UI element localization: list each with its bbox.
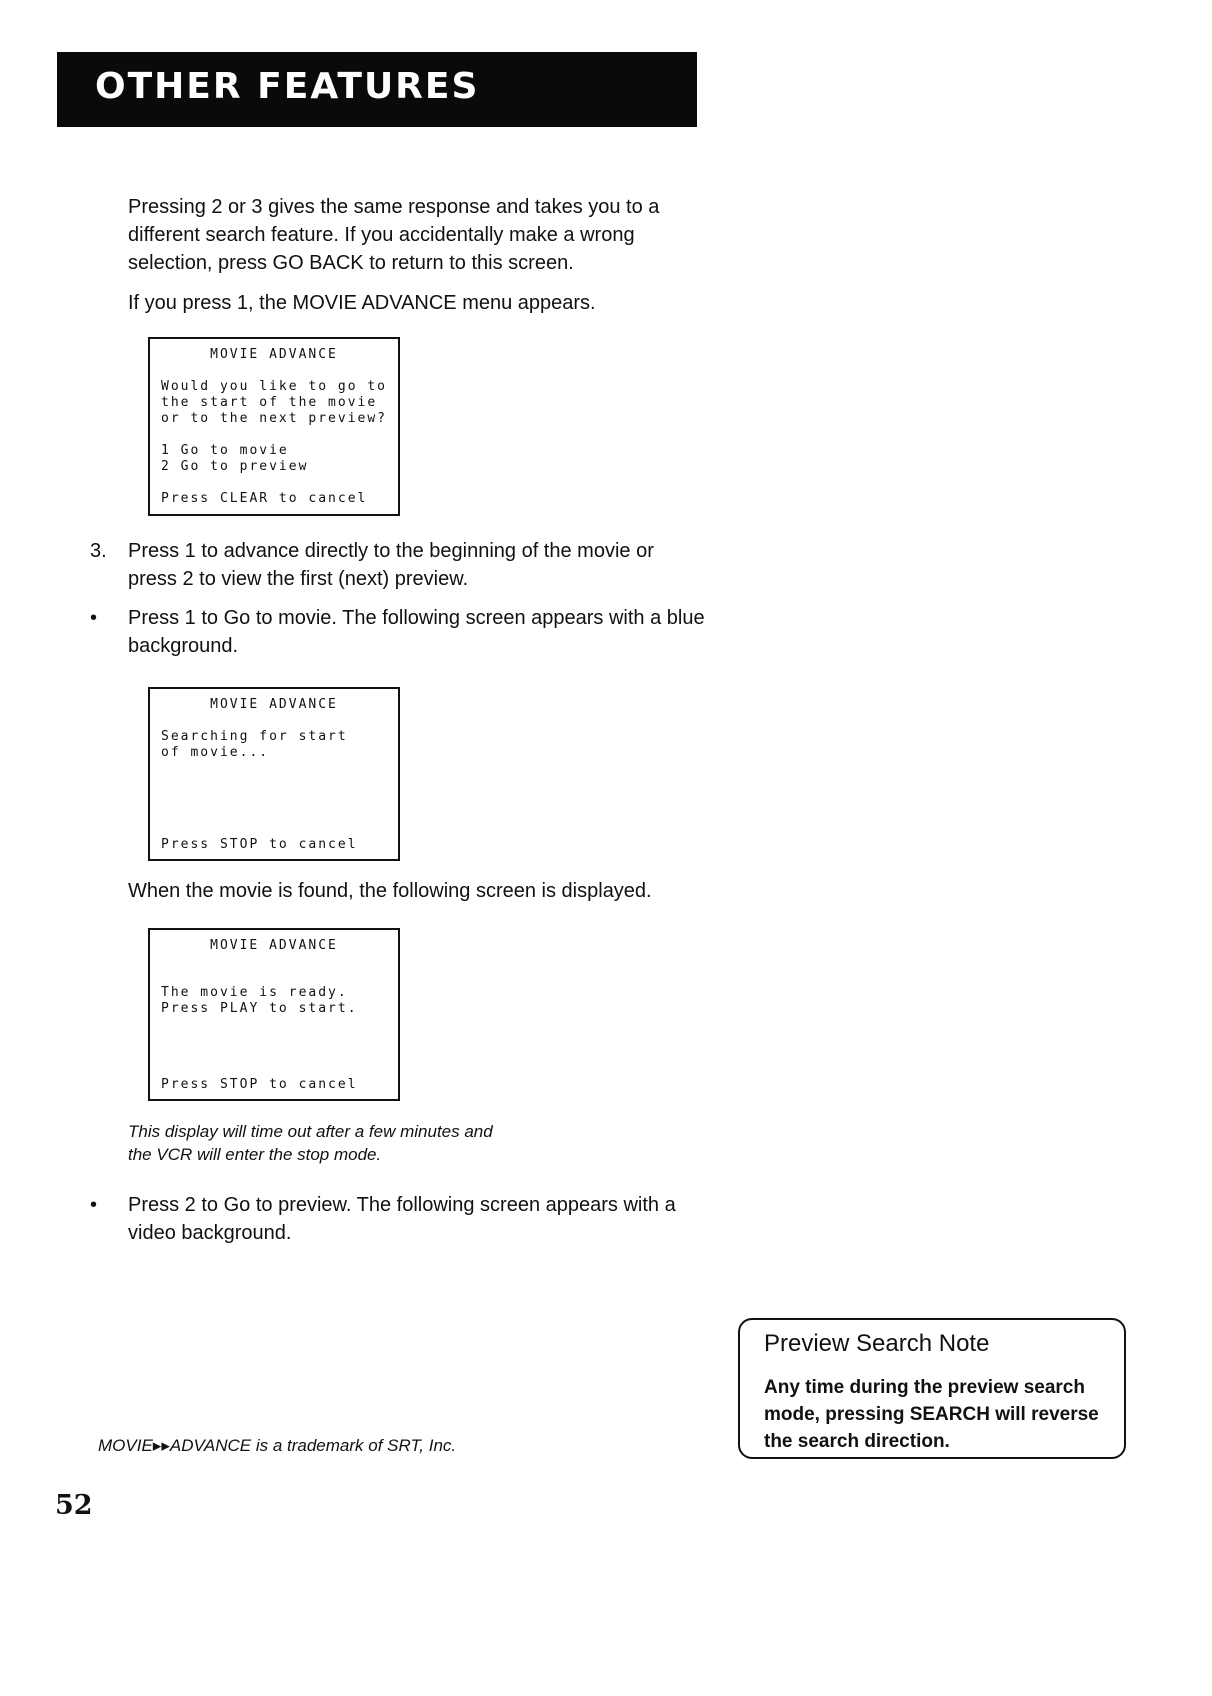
section-title: OTHER FEATURES (95, 66, 480, 107)
screen-text-line: of movie... (161, 745, 270, 760)
movie-advance-menu-screen (148, 337, 400, 516)
screen-title: MOVIE ADVANCE (210, 347, 338, 362)
screen-text-line: Press PLAY to start. (161, 1001, 358, 1016)
intro-paragraph-movie-advance: If you press 1, the MOVIE ADVANCE menu appears. (128, 292, 596, 314)
timeout-note-line: This display will time out after a few minutes and (128, 1122, 493, 1141)
trademark-note: MOVIE▸▸ADVANCE is a trademark of SRT, Inc. (98, 1436, 457, 1455)
note-title: Preview Search Note (764, 1330, 990, 1357)
searching-screen (148, 687, 400, 861)
screen-text-line: Would you like to go to (161, 379, 388, 394)
page-number: 52 (55, 1490, 93, 1521)
screen-footer: Press CLEAR to cancel (161, 491, 368, 506)
movie-found-text: When the movie is found, the following screen is displayed. (128, 880, 652, 902)
screen-text-line: The movie is ready. (161, 985, 348, 1000)
screen-option-go-to-movie: 1 Go to movie (161, 443, 289, 458)
timeout-note (128, 1120, 648, 1166)
timeout-note-line: the VCR will enter the stop mode. (128, 1145, 382, 1164)
screen-option-go-to-preview: 2 Go to preview (161, 459, 309, 474)
screen-text-line: the start of the movie (161, 395, 378, 410)
screen-title: MOVIE ADVANCE (210, 938, 338, 953)
preview-search-note-box (738, 1318, 1126, 1459)
screen-text-line: Searching for start (161, 729, 348, 744)
bullet-marker: • (90, 607, 98, 629)
step-number: 3. (90, 540, 107, 562)
movie-ready-screen (148, 928, 400, 1101)
section-header-bar (57, 52, 697, 127)
step-text: Press 1 to advance directly to the beginning of the movie or press 2 to view the first (next) preview. (128, 540, 654, 590)
bullet-marker: • (90, 1194, 98, 1216)
bullet-text-go-to-preview: Press 2 to Go to preview. The following screen appears with a video background. (128, 1194, 676, 1244)
screen-footer: Press STOP to cancel (161, 1077, 358, 1092)
screen-title: MOVIE ADVANCE (210, 697, 338, 712)
intro-paragraph: Pressing 2 or 3 gives the same response and takes you to a different search feature. If you accidentally make a wrong selection, press GO BACK to return to this screen. (128, 196, 660, 274)
screen-footer: Press STOP to cancel (161, 837, 358, 852)
bullet-text-go-to-movie: Press 1 to Go to movie. The following screen appears with a blue background. (128, 607, 705, 657)
screen-text-line: or to the next preview? (161, 411, 388, 426)
note-body: Any time during the preview search mode, pressing SEARCH will reverse the search direction. (764, 1377, 1099, 1452)
